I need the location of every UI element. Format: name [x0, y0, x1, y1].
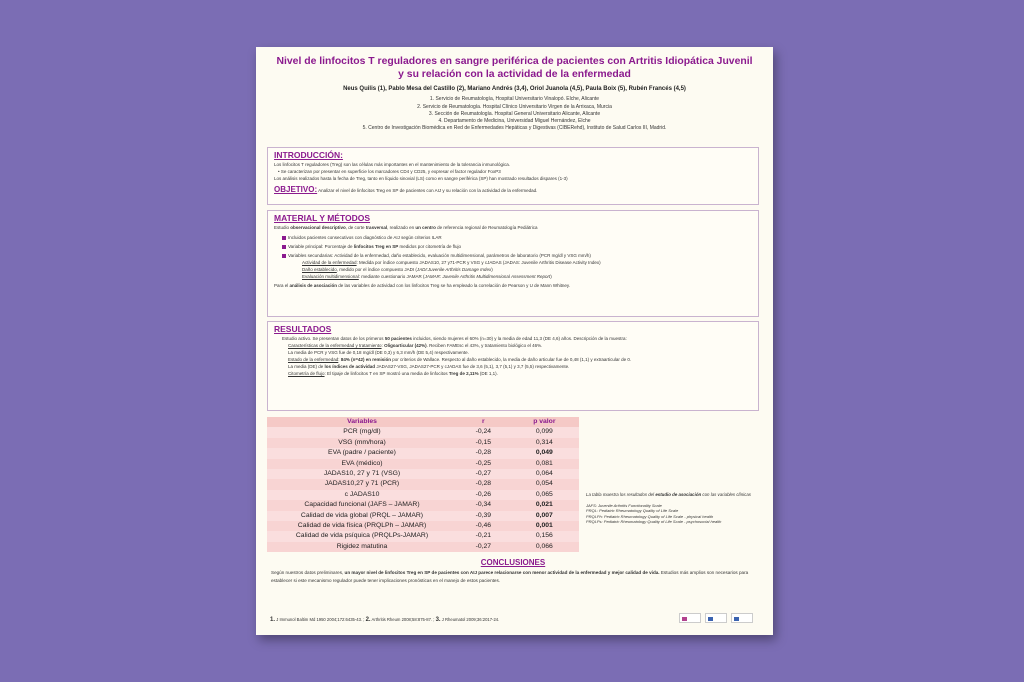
table-row	[267, 521, 579, 531]
text-run: : Medida por índice compuesto JADAS10, 27 y71-PCR y VSG y cJADAS (JADAS: Juvenile Arthritis Disease Activity Index)	[356, 260, 601, 265]
table-cell: 0,099	[510, 427, 579, 437]
reference: J Immunol Baltim Md 1950 2004;172:6435-43. ;	[276, 617, 365, 622]
methods-bullet: Incluidos pacientes consecutivos con diagnóstico de AIJ según criterios ILAR	[274, 234, 752, 241]
table-cell: -0,34	[457, 500, 510, 510]
text-run: Características de la enfermedad y tratamiento	[288, 343, 382, 348]
table-cell: Calidad de vida global (PRQL – JAMAR)	[267, 511, 457, 521]
text-run: Estado de la enfermedad	[288, 357, 339, 362]
methods-subitem	[274, 259, 752, 266]
table-cell: 0,049	[510, 448, 579, 458]
legend-item: PRQL: Pediatric Rheumatology Quality of Life Scale	[586, 508, 679, 514]
methods-subitem	[274, 266, 752, 273]
table-cell: -0,28	[457, 479, 510, 489]
table-cell: 0,007	[510, 511, 579, 521]
text-run: trasversal	[365, 225, 388, 230]
text-run: La tabla muestra los resultados del	[586, 492, 656, 497]
intro-title: INTRODUCCIÓN:	[274, 150, 343, 160]
objective-title: OBJETIVO:	[274, 185, 318, 194]
table-cell: Calidad de vida psíquica (PRQLPs-JAMAR)	[267, 531, 457, 541]
text-run: de referencia regional de Reumatología Pediátrica	[435, 225, 538, 230]
methods-bullet: Variables secundarias: Actividad de la enfermedad, daño establecido, evaluación multidimensional, parámetros de laboratorio (PCR mg/dl y VSG mm/h)	[274, 252, 752, 259]
text-run: : El tipaje de linfocitos T en SP mostró una media de linfocitos	[324, 371, 449, 376]
table-cell: Capacidad funcional (JAFS – JAMAR)	[267, 500, 457, 510]
table-row	[267, 490, 579, 500]
table-row	[267, 459, 579, 469]
ref-number: 2.	[365, 617, 371, 623]
results-line: La media de PCR y VSG fue de 0,18 mg/dl (DE 0,3) y 6,3 mm/h (DE 5,4) respectivamente.	[288, 350, 469, 355]
title-line-2: y su relación con la actividad de la enfermedad	[398, 69, 631, 80]
table-row	[267, 427, 579, 437]
text-run: observacional descriptivo	[290, 225, 346, 230]
table-cell: 0,066	[510, 542, 579, 552]
text-run: JADI:Juvenile Arthritis Damage Index	[416, 267, 492, 272]
table-cell: 0,314	[510, 438, 579, 448]
table-row	[267, 531, 579, 541]
intro-section	[267, 147, 759, 205]
table-cell: VSG (mm/hora)	[267, 438, 457, 448]
text-run: estudio de asociación	[655, 492, 702, 497]
poster-title	[256, 55, 773, 81]
table-cell: 0,021	[510, 500, 579, 510]
conclusions-title: CONCLUSIONES	[480, 558, 546, 567]
text-run: . Reciben FAMEsc el 43%, y tratamiento biológico el 46%.	[426, 343, 543, 348]
text-run: (DE 1,1).	[478, 371, 498, 376]
intro-line: Los análisis realizados hasta la fecha de Treg, tanto en líquido sinovial (LS) como en sangre periférica (SP) han mostrado resultados dispares (1-3)	[274, 176, 568, 181]
text-run: un mayor nivel de linfocitos Treg en SP de pacientes con AIJ parece relacionarse con menor actividad de la enfermedad y mejor calidad de vida.	[344, 570, 660, 575]
intro-line: Los linfocitos T reguladores (Treg) son las células más importantes en el mantenimiento de la tolerancia inmunológica.	[274, 162, 511, 167]
table-legend	[586, 492, 766, 524]
results-line	[274, 370, 752, 377]
results-section	[267, 321, 759, 411]
table-cell: EVA (padre / paciente)	[267, 448, 457, 458]
legend-item: JAFS: Juvenile Arthritis Functionality Scale	[586, 503, 662, 509]
table-cell: -0,26	[457, 490, 510, 500]
text-run: )	[491, 267, 493, 272]
table-header: r	[457, 417, 510, 427]
ref-number: 3.	[435, 617, 441, 623]
text-run: de las variables de actividad con los linfocitos Treg se ha empleado la correlación de Pearson y U de Mann Whitney.	[337, 283, 571, 288]
text-run: un centro	[415, 225, 436, 230]
results-line	[274, 342, 752, 349]
intro-line-text: Se caracterizan por presentar en superficie los marcadores CD4 y CD25, y expresar el factor regulador FoxP3	[280, 169, 501, 174]
table-cell: -0,46	[457, 521, 510, 531]
table-cell: 0,065	[510, 490, 579, 500]
table-header: Variables	[267, 417, 457, 427]
text-run: Estudios más amplios son necesarios para establecer si este mecanismo regulador puede tener implicaciones pronósticas en el manejo de estos pacientes.	[271, 570, 749, 583]
affiliation: 2. Servicio de Reumatología. Hospital Clínico Universitario Virgen de la Arrixaca, Murcia	[417, 103, 612, 110]
references	[270, 617, 499, 623]
table-row	[267, 511, 579, 521]
text-run: medidos por citometría de flujo	[398, 244, 462, 249]
text-run: Daño establecido	[302, 267, 337, 272]
table-cell: -0,24	[457, 427, 510, 437]
results-title: RESULTADOS	[274, 324, 332, 334]
poster	[256, 47, 773, 635]
text-run: los índices de actividad	[324, 364, 376, 369]
text-run: 84% (n=42) en remisión	[340, 357, 391, 362]
text-run: )	[550, 274, 552, 279]
table-cell: 0,156	[510, 531, 579, 541]
table-cell: -0,39	[457, 511, 510, 521]
text-run: JAMAR: Juvenile Arthritis Multidimensional Assessment Report	[424, 274, 551, 279]
conclusions-section	[267, 557, 759, 585]
title-line-1: Nivel de linfocitos T reguladores en sangre periférica de pacientes con Artritis Idiopática Juvenil	[276, 56, 753, 67]
text-run: por criterios de Wallace. Respecto al daño establecido, la media de daño articular fue de 0,48 (1,1) y extraarticular de 0.	[390, 357, 632, 362]
text-run: Treg de 2,11%	[448, 371, 479, 376]
text-run: Variable principal: Porcentaje de	[288, 244, 354, 249]
authors-block	[274, 86, 755, 133]
methods-title: MATERIAL Y MÉTODOS	[274, 213, 371, 223]
institution-logos	[679, 613, 753, 623]
objective-text: Analizar el nivel de linfocitos Treg en SP de pacientes con AIJ y su relación con la actividad de la enfermedad.	[318, 188, 538, 193]
table-cell: PCR (mg/dl)	[267, 427, 457, 437]
table-row	[267, 448, 579, 458]
table-cell: 0,054	[510, 479, 579, 489]
table-cell: 0,064	[510, 469, 579, 479]
methods-closing	[274, 282, 752, 289]
table-cell: -0,25	[457, 459, 510, 469]
authors: Neus Quilis (1), Pablo Mesa del Castillo (2), Mariano Andrés (3,4), Oriol Juanola (4,5), Paula Boix (5), Rubén Francés (4,5)	[343, 86, 686, 92]
table-cell: 0,081	[510, 459, 579, 469]
table-body	[267, 427, 579, 552]
affiliation: 1. Servicio de Reumatología, Hospital Universitario Vinalopó. Elche, Alicante	[429, 96, 600, 103]
table-cell: c JADAS10	[267, 490, 457, 500]
methods-subitem	[274, 273, 752, 280]
institution-logo	[679, 613, 701, 623]
text-run: Citometría de flujo	[288, 371, 325, 376]
legend-item: PRQLPh: Pediatric Rheumatology Quality of Life Scale - physical health	[586, 513, 714, 519]
results-line	[274, 356, 752, 363]
affiliation: 4. Departamento de Medicina, Universidad Miguel Hernández, Elche	[438, 118, 591, 125]
institution-logo	[705, 613, 727, 623]
methods-bullet	[274, 243, 752, 250]
text-run: Según nuestros datos preliminares,	[271, 570, 345, 575]
text-run: , medido por el índice compuesto JADI (	[336, 267, 417, 272]
results-line	[274, 335, 752, 342]
methods-section	[267, 210, 759, 317]
table-cell: Calidad de vida física (PRQLPh – JAMAR)	[267, 521, 457, 531]
table-cell: JADAS10, 27 y 71 (VSG)	[267, 469, 457, 479]
table-cell: 0,001	[510, 521, 579, 531]
table-header: p valor	[510, 417, 579, 427]
text-run: Evaluación multidimensional	[302, 274, 359, 279]
bullet-icon: •	[278, 169, 280, 174]
text-run: con las variables clínicas	[701, 492, 751, 497]
text-run: Estudio	[274, 225, 291, 230]
affiliation: 3. Sección de Reumatología. Hospital General Universitario Alicante, Alicante	[428, 110, 601, 117]
institution-logo	[731, 613, 753, 623]
reference: Arthritis Rheum 2008;58:875-87. ;	[371, 617, 435, 622]
affiliation: 5. Centro de Investigación Biomédica en Red de Enfermedades Hepáticas y Digestivas (CIBERehd), Instituto de Salud Carlos III, Madrid.	[362, 125, 667, 132]
table-row	[267, 469, 579, 479]
text-run: análisis de asociación	[289, 283, 338, 288]
text-run: , de corte	[345, 225, 366, 230]
table-row	[267, 438, 579, 448]
text-run: JADAS27-VSG, JADAS27-PCR y cJADAS fue de 3,6 (5,1), 3,7 (5,1) y 3,7 (5,5) respectivamente.	[375, 364, 570, 369]
table-cell: JADAS10,27 y 71 (PCR)	[267, 479, 457, 489]
text-run: :	[338, 357, 341, 362]
table-header-row	[267, 417, 579, 427]
text-run: linfocitos Treg en SP	[353, 244, 399, 249]
text-run: : mediante cuestionario JAMAR (	[358, 274, 425, 279]
text-run: Estudio activo. Se presentan datos de los primeros	[282, 336, 385, 341]
text-run: Para el	[274, 283, 290, 288]
results-table	[267, 417, 579, 552]
results-line	[274, 363, 752, 370]
text-run: 50 pacientes	[384, 336, 412, 341]
table-cell: -0,15	[457, 438, 510, 448]
text-run: , realizado en	[387, 225, 416, 230]
table-cell: Rigidez matutina	[267, 542, 457, 552]
table-row	[267, 542, 579, 552]
text-run: incluidos, siendo mujeres el 60% (n=30) y la media de edad 11,3 (DE 4,6) años. Descripción de la muestra:	[411, 336, 627, 341]
conclusions-text	[271, 569, 755, 585]
text-run: :	[381, 343, 385, 348]
objective	[274, 184, 752, 195]
table-cell: -0,27	[457, 542, 510, 552]
legend-item: PRQLPs: Pediatric Rheumatology Quality of Life Scale - psychosocial health	[586, 518, 722, 524]
table-cell: -0,28	[457, 448, 510, 458]
table-cell: EVA (médico)	[267, 459, 457, 469]
table-cell: -0,21	[457, 531, 510, 541]
text-run: La media (DE) de	[288, 364, 325, 369]
table-row	[267, 479, 579, 489]
reference: J Rheumatol 2009;36:2017-24.	[441, 617, 500, 622]
legend-lead	[586, 492, 766, 497]
text-run: Oligoarticular (42%)	[384, 343, 427, 348]
ref-number: 1.	[270, 617, 276, 623]
table-row	[267, 500, 579, 510]
text-run: Actividad de la enfermedad	[302, 260, 357, 265]
intro-line	[274, 168, 752, 175]
methods-intro	[274, 224, 752, 231]
table-cell: -0,27	[457, 469, 510, 479]
